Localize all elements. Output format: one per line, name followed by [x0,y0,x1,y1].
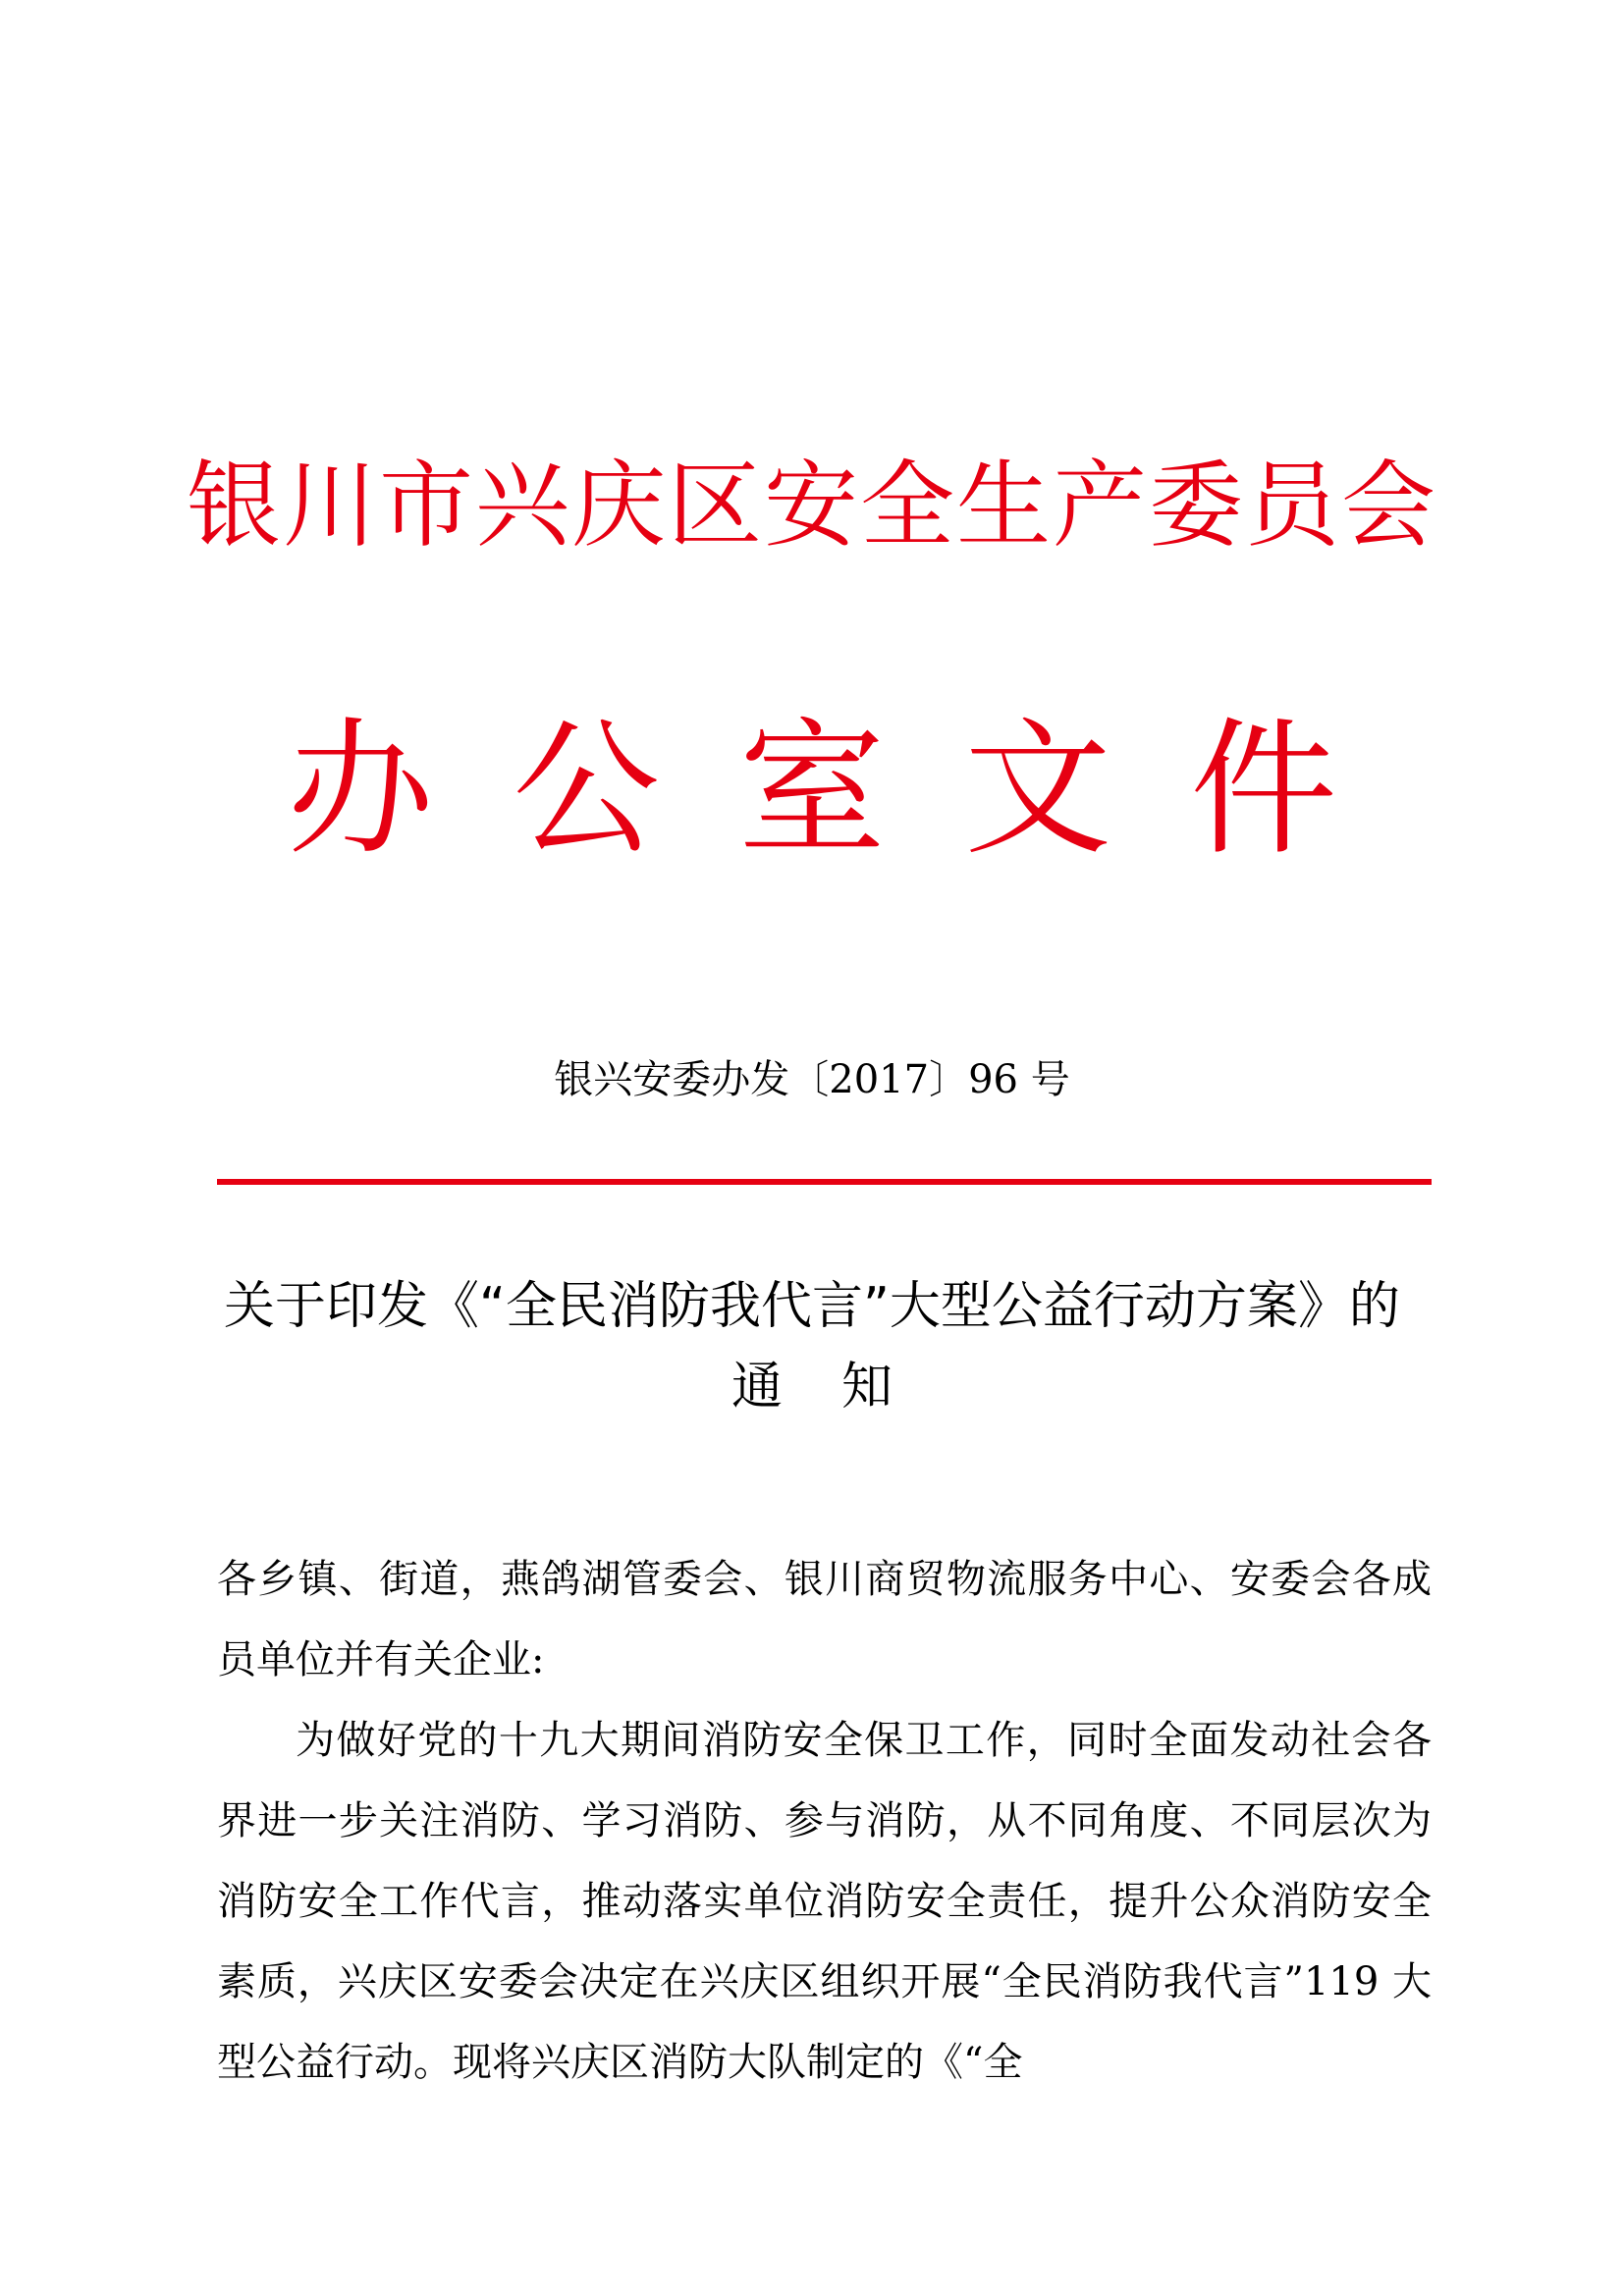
document-number: 银兴安委办发〔2017〕96 号 [554,1057,1070,1102]
addressee-paragraph: 各乡镇、街道，燕鸽湖管委会、银川商贸物流服务中心、安委会各成员单位并有关企业: [217,1557,1432,1682]
body-paragraph-1: 为做好党的十九大期间消防安全保卫工作，同时全面发动社会各界进一步关注消防、学习消防、参与消防，从不同角度、不同层次为消防安全工作代言，推动落实单位消防安全责任，提升公众消防安全素质，兴庆区安委会决定在兴庆区组织开展“全民消防我代言”119 大型公益行动。现将兴庆区消防大队制定的《“全 [217,1718,1432,2085]
red-separator-line [217,1179,1432,1185]
document-type-heading: 办公室文件 [286,705,1416,876]
notice-body [217,1539,1432,2103]
issuing-organization-heading: 银川市兴庆区安全生产委员会 [187,451,1437,561]
notice-title [196,1266,1428,1427]
notice-title-line-1: 关于印发《“全民消防我代言”大型公益行动方案》的 [224,1277,1400,1336]
notice-title-line-2: 通知 [731,1358,951,1416]
